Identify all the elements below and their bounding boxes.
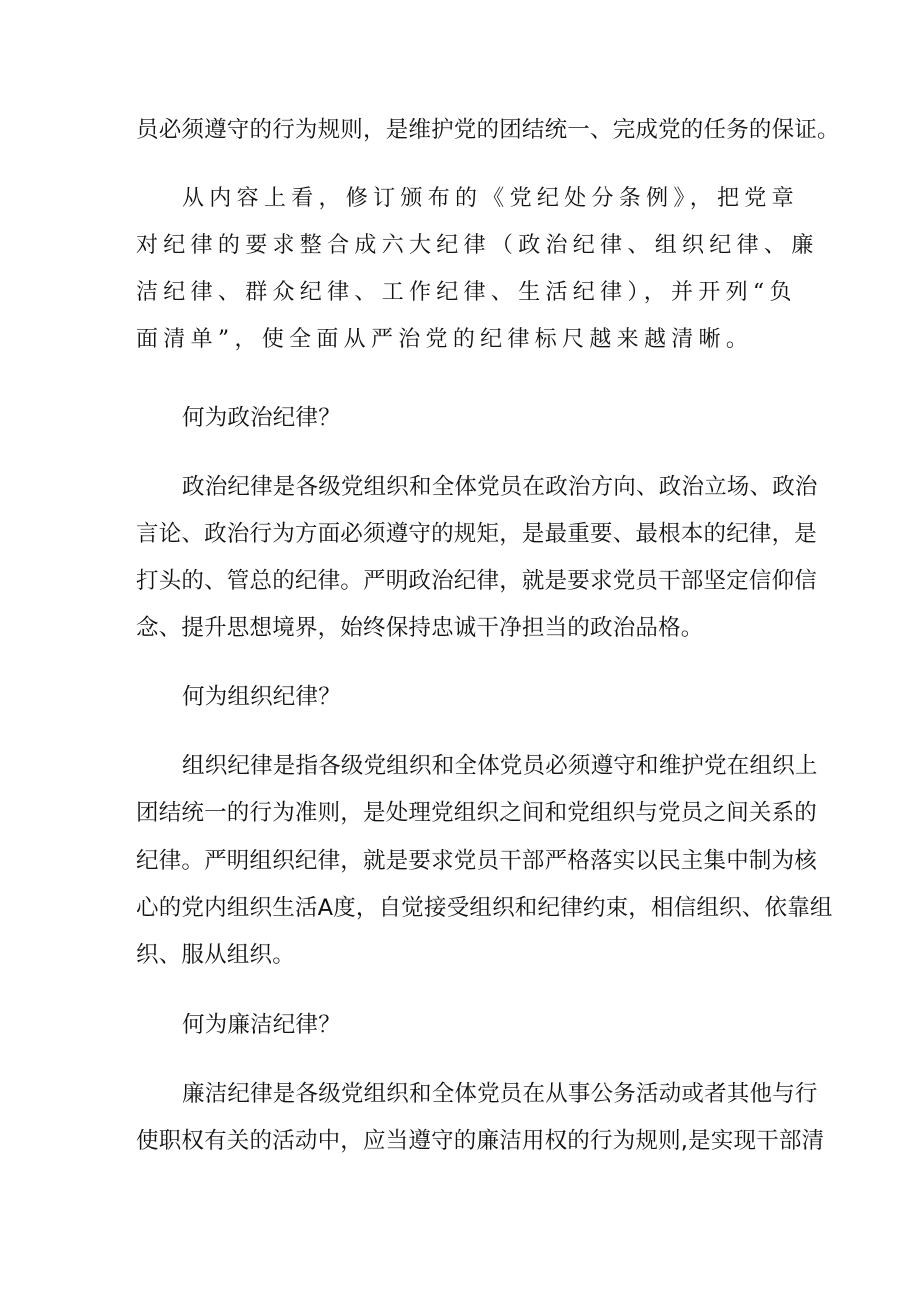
section-heading: 何为组织纪律？ (182, 684, 341, 710)
paragraph-line: 织、服从组织。 (136, 942, 295, 968)
paragraph-line: 从内容上看，修订颁布的《党纪处分条例》，把党章 (182, 186, 799, 211)
paragraph-line: 组织纪律是指各级党组织和全体党员必须遵守和维护党在组织上 (182, 753, 818, 779)
paragraph-line: 使职权有关的活动中，应当遵守的廉洁用权的行为规则,是实现干部清 (136, 1128, 825, 1154)
paragraph-line: 面清单”，使全面从严治党的纪律标尺越来越清晰。 (136, 327, 754, 352)
paragraph-line: 念、提升思想境界，始终保持忠诚干净担当的政治品格。 (136, 615, 704, 641)
paragraph-line: 员必须遵守的行为规则，是维护党的团结统一、完成党的任务的保证。 (136, 117, 840, 143)
paragraph-line: 对纪律的要求整合成六大纪律（政治纪律、组织纪律、廉 (136, 233, 819, 258)
paragraph-line: 心的党内组织生活A度，自觉接受组织和纪律约束，相信组织、依靠组 (136, 895, 833, 921)
paragraph-line: 言论、政治行为方面必须遵守的规矩，是最重要、最根本的纪律，是 (136, 521, 818, 547)
paragraph-line: 团结统一的行为准则，是处理党组织之间和党组织与党员之间关系的 (136, 800, 818, 826)
paragraph-line: 打头的、管总的纪律。严明政治纪律，就是要求党员干部坚定信仰信 (136, 568, 818, 594)
section-heading: 何为廉洁纪律？ (182, 1012, 341, 1038)
section-heading: 何为政治纪律？ (182, 405, 341, 431)
paragraph-line: 洁纪律、群众纪律、工作纪律、生活纪律），并开列“负 (136, 280, 797, 305)
paragraph-line: 廉洁纪律是各级党组织和全体党员在从事公务活动或者其他与行 (182, 1081, 818, 1107)
paragraph-line: 纪律。严明组织纪律，就是要求党员干部严格落实以民主集中制为核 (136, 848, 818, 874)
paragraph-line: 政治纪律是各级党组织和全体党员在政治方向、政治立场、政治 (182, 474, 818, 500)
